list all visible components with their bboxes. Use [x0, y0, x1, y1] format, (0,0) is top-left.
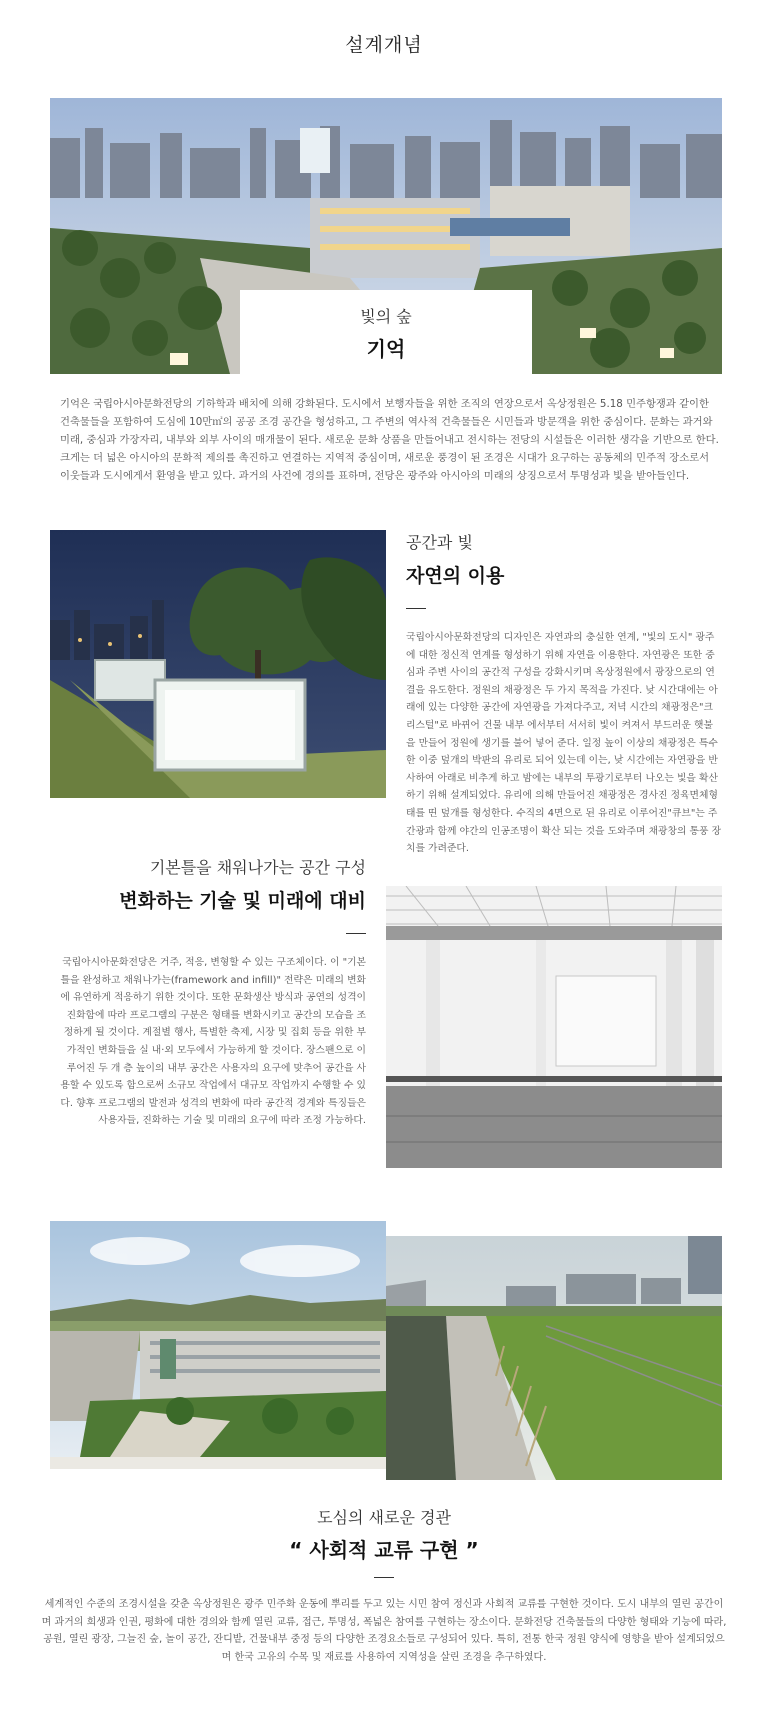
- interior-hall-image: [386, 886, 722, 1168]
- glass-cube-illustration: [50, 530, 386, 798]
- section-social-text: [40, 1505, 728, 1666]
- section-social-subtitle: 도심의 새로운 경관: [317, 1508, 451, 1527]
- section-nature-title: 자연의 이용: [406, 565, 505, 587]
- divider: [406, 608, 426, 609]
- section-framework-text: [60, 855, 366, 1130]
- section-nature-text: [406, 530, 722, 858]
- section-framework-title: 변화하는 기술 및 미래에 대비: [119, 890, 366, 912]
- lawn-path-illustration: [386, 1236, 722, 1480]
- divider: [374, 1577, 394, 1578]
- interior-hall-illustration: [386, 886, 722, 1168]
- section-social-title: “ 사회적 교류 구현 ”: [289, 1538, 479, 1562]
- divider: [346, 933, 366, 934]
- hero-image: [50, 98, 722, 374]
- hero-caption: [240, 290, 532, 374]
- rooftop-garden-illustration: [50, 1221, 386, 1469]
- rooftop-garden-image: [50, 1221, 386, 1469]
- section-nature-subtitle: 공간과 빛: [406, 533, 473, 552]
- hero-caption-subtitle: 빛의 숲: [360, 307, 412, 326]
- section-nature-paragraph: 국립아시아문화전당의 디자인은 자연과의 충실한 연계, "빛의 도시" 광주에 대한 정신적 연계를 형성하기 위해 자연을 이용한다. 자연광은 또한 중심과 주변 사이의 공간적 구성을 강화시키며 옥상정원에서 광장으로의 연결을 유도한다. 정원의 채광정은 두 가지 목적을 가진다. 낮 시간대에는 아래에 있는 다양한 공간에 자연광을 가져다주고, 저녁 시간의 채광정은"크리스털"로 바뀌어 건물 내부 에서부터 서서히 빛이 켜져서 부드러운 햇불을 만들어 정원에 생기를 불어 넣어 준다. 일정 높이 이상의 채광정은 특수한 이중 덮개의 박판의 유리로 되어 있는데 이는, 낮 시간에는 자연광을 반사하여 아래로 비추게 하고 밤에는 내부의 투광기로부터 나오는 빛을 확산하기 위해 설계되었다. 유리에 의해 만들어진 채광정은 경사진 정육면체형태를 띤 덮개를 형성한다. 수직의 4면으로 된 유리로 이루어진"큐브"는 주간광과 함께 야간의 인공조명이 확산 되는 것을 도와주며 채광창의 통풍 장치를 가려준다.: [406, 632, 722, 855]
- lawn-path-image: [386, 1236, 722, 1480]
- section-framework-subtitle: 기본틀을 채워나가는 공간 구성: [149, 858, 366, 877]
- page-title: 설계개념: [345, 34, 423, 56]
- section-social-paragraph: 세계적인 수준의 조경시설을 갖춘 옥상정원은 광주 민주화 운동에 뿌리를 두고 있는 시민 참여 정신과 사회적 교류를 구현한 것이다. 도시 내부의 열린 공간이며 과거의 희생과 인권, 평화에 대한 경의와 함께 열린 교류, 접근, 투명성, 폭넓은 참여를 구현하는 장소이다. 문화전당 건축물들의 다양한 형태와 기능에 따라, 공원, 열린 광장, 그늘진 숲, 놀이 공간, 잔디밭, 건물내부 중정 등의 다양한 조경요소들로 구성되어 있다. 특히, 전통 한국 정원 양식에 영향을 받아 설계되었으며 한국 고유의 수목 및 재료를 사용하여 지역성을 살린 조경을 추구하였다.: [41, 1599, 727, 1663]
- glass-cube-image: [50, 530, 386, 798]
- section-framework-paragraph: 국립아시아문화전당은 거주, 적응, 변형할 수 있는 구조체이다. 이 "기본틀을 완성하고 채워나가는(framework and infill)" 전략은 미래의 변화에 유연하게 적응하기 위한 것이다. 또한 문화생산 방식과 공연의 성격이 진화함에 따라 프로그램의 구분은 형태를 변화시키고 공간의 모습을 조정하게 될 것이다. 계절별 행사, 특별한 축제, 시장 및 집회 등을 위한 부가적인 변화들을 실 내·외 모두에서 가능하게 할 것이다. 장스팬으로 이루어진 두 개 층 높이의 내부 공간은 사용자의 요구에 맞추어 공간을 사용할 수 있도록 함으로써 소규모 작업에서 대규모 작업까지 수행할 수 있다. 향후 프로그램의 발전과 성격의 변화에 따라 공간적 경계와 특징들은 사용자들, 진화하는 기술 및 미래의 요구에 따라 조정 가능하다.: [60, 957, 366, 1127]
- hero-caption-title: 기억: [366, 337, 406, 361]
- hero-paragraph: 기억은 국립아시아문화전당의 기하학과 배치에 의해 강화된다. 도시에서 보행자들을 위한 조직의 연장으로서 옥상정원은 5.18 민주항쟁과 같이한 건축물들을 포함하여 도심에 10만㎡의 공공 조경 공간을 형성하고, 그 주변의 역사적 건축물들은 시민들과 방문객을 위한 중심이다. 문화는 과거와 미래, 중심과 가장자리, 내부와 외부 사이의 매개물이 된다. 새로운 문화 상품을 만들어내고 전시하는 전당의 시설들은 이러한 생각을 기반으로 한다. 크게는 더 넓은 아시아의 문화적 제의를 촉진하고 연결하는 지역적 중심이며, 새로운 풍경이 된 조경은 시대가 요구하는 공동체의 민주적 장소로서 이웃들과 도시에게서 환영을 받고 있다. 과거의 사건에 경의를 표하며, 전당은 광주와 아시아의 미래의 상징으로서 투명성과 빛을 받아들인다.: [60, 398, 719, 482]
